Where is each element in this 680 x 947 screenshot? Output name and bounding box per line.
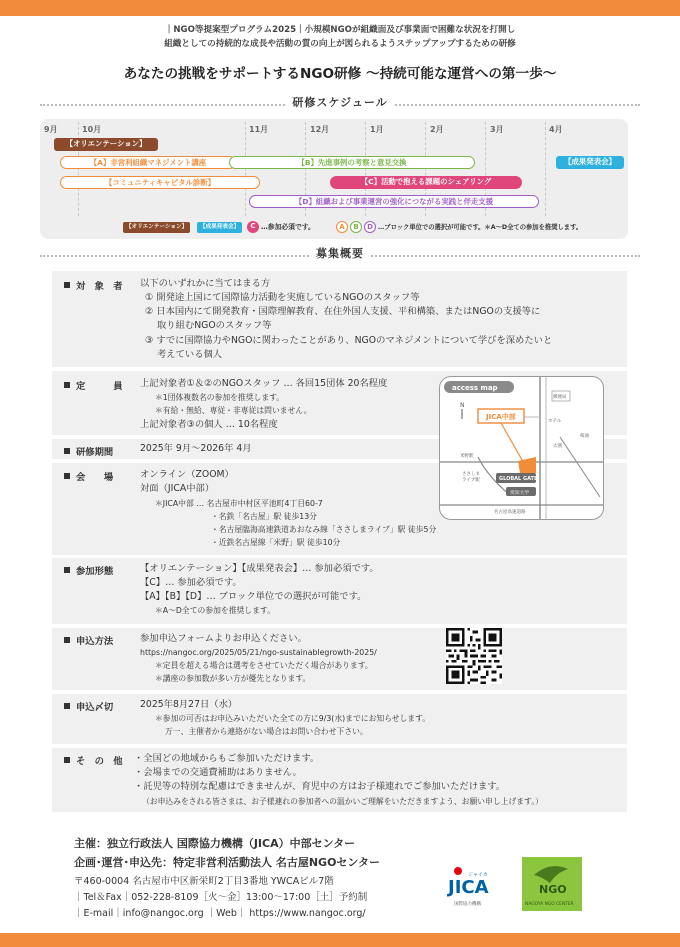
label-capacity: 定 員: [64, 378, 123, 392]
ngo-logo-text: NGO: [539, 883, 567, 896]
jica-logo: [440, 855, 498, 913]
footer-address: 〒460-0004 名古屋市中区新栄町2丁目3番地 YWCAビル7階: [74, 876, 334, 887]
bar-c: 【C】活動で抱える課題のシェアリング: [330, 176, 522, 189]
apply-note-2: ＊講座の参加数が多い方が優先となります。: [155, 674, 311, 683]
venue-access-2: ・名古屋臨海高速鉄道あおなみ線「ささしまライブ」駅 徒歩5分: [211, 525, 437, 534]
venue-access-3: ・近鉄名古屋線「米野」駅 徒歩10分: [211, 538, 341, 547]
target-item-2a: ② 日本国内にて開発教育・国際理解教育、在住外国人支援、平和構築、またはNGOの支援等に: [145, 306, 541, 317]
target-item-1: ① 開発途上国にて国際協力活動を実施しているNGOのスタッフ等: [145, 292, 420, 303]
label-deadline: 申込〆切: [64, 699, 113, 713]
schedule-heading: 研修スケジュール: [40, 97, 640, 111]
capacity-line-2: 上記対象者③の個人 … 10名程度: [140, 419, 278, 430]
legend-c: C: [247, 221, 259, 233]
venue-address: ＊JICA中部 … 名古屋市中村区平池町4丁目60-7: [155, 499, 323, 508]
deadline-note-1: ＊参加の可否はお申込みいただいた全ての方に9/3(水)までにお知らせします。: [155, 714, 431, 723]
footer-email[interactable]: ｜E-mail｜info@nangoc.org ｜Web｜ https://www.nangoc.org/: [74, 908, 366, 919]
bar-b: 【B】先進事例の考察と意見交換: [229, 156, 475, 169]
map-post-office: 郵便局: [553, 395, 567, 400]
other-line-1: ・全国どの地域からもご参加いただけます。: [134, 753, 320, 764]
outline-heading: 募集概要: [40, 248, 640, 262]
map-jica-building: [518, 457, 536, 473]
map-sakura: 桜通: [580, 434, 589, 439]
map-globalgate: GLOBAL GATE: [499, 476, 538, 482]
apply-line-1: 参加申込フォームよりお申込ください。: [140, 633, 307, 644]
format-line-3: 【A】【B】【D】… ブロック単位での選択が可能です。: [140, 591, 367, 602]
period-value: 2025年 9月～2026年 4月: [140, 443, 252, 454]
label-period: 研修期間: [64, 444, 113, 458]
access-map-svg: [440, 377, 604, 520]
panel-target: [52, 271, 627, 367]
map-univ: 愛知大学: [510, 491, 530, 496]
venue-onsite: 対面（JICA中部）: [140, 483, 215, 494]
month-apr: 4月: [549, 125, 563, 134]
month-oct: 10月: [82, 125, 102, 134]
compass-n: N: [460, 402, 465, 409]
access-map: [439, 376, 604, 520]
format-line-1: 【オリエンテーション】【成果発表会】… 参加必須です。: [140, 563, 379, 574]
page-title: あなたの挑戦をサポートするNGO研修 ～持続可能な運営への第一歩～: [123, 66, 557, 82]
header-line-2: 組織としての持続的な成長や活動の質の向上が図られるようステップアップするための研修: [164, 39, 516, 49]
bar-orientation: 【オリエンテーション】: [54, 138, 158, 151]
map-hotel: ホテル: [548, 419, 562, 424]
map-expressway: 名古屋高速道路: [494, 510, 526, 515]
footer-org: 企画･運営･申込先：特定非営利活動法人 名古屋NGOセンター: [74, 856, 380, 869]
label-apply: 申込方法: [64, 633, 113, 647]
month-dec: 12月: [310, 125, 330, 134]
format-note: ＊A～D全ての参加を推奨します。: [155, 606, 275, 615]
map-sasashima: ささしま: [462, 472, 480, 477]
bar-d: 【D】組織および事業運営の強化につながる実践と伴走支援: [249, 195, 539, 208]
month-sep: 9月: [44, 125, 58, 134]
map-yoneno: 米野駅: [460, 454, 474, 459]
capacity-note-1: ＊1団体複数名の参加を推奨します。: [155, 393, 285, 402]
legend-block: …ブロック単位での選択が可能です。＊A～D全ての参加を推奨します。: [378, 224, 583, 231]
jica-logo-text: JICA: [448, 877, 489, 898]
bar-report: 【成果発表会】: [556, 156, 624, 169]
jica-logo-sub: 国際協力機構: [454, 902, 481, 907]
top-color-bar: [0, 0, 680, 16]
deadline-note-2: 万一、主催者から連絡がない場合はお問い合わせ下さい。: [165, 727, 368, 736]
legend-d: D: [364, 221, 376, 233]
jica-logo-svg: [440, 855, 498, 913]
label-other: そ の 他: [64, 753, 123, 767]
qr-code[interactable]: [446, 628, 502, 684]
legend-required: …参加必須です。: [261, 223, 315, 231]
qr-code-svg: [446, 628, 502, 684]
legend-a: A: [336, 221, 348, 233]
capacity-line-1: 上記対象者①＆②のNGOスタッフ … 各回15団体 20名程度: [140, 378, 388, 389]
target-item-2b: 取り組むNGOのスタッフ等: [157, 320, 272, 331]
legend-orientation: 【オリエンテーション】: [123, 222, 190, 233]
ngo-logo-sub: NAGOYA NGO CENTER: [525, 902, 574, 907]
bottom-color-bar: [0, 933, 680, 947]
other-line-4: （お申込みをされる皆さまは、お子様連れの参加者への温かいご理解をいただきますよう、お願い申し上げます。）: [142, 797, 543, 806]
footer-tel: ｜Tel＆Fax｜052-228-8109［火～金］13:00～17:00［土］予約制: [74, 892, 368, 903]
target-item-3b: 考えている個人: [157, 349, 223, 360]
map-rail: [560, 437, 600, 497]
apply-url[interactable]: https://nangoc.org/2025/05/21/ngo-sustainablegrowth-2025/: [140, 648, 377, 657]
header-line-1: ｜NGO等提案型プログラム2025｜小規模NGOが組織面及び事業面で困難な状況を打開し: [164, 25, 516, 35]
legend-b: B: [350, 221, 362, 233]
apply-note-1: ＊定員を超える場合は選考をさせていただく場合があります。: [155, 661, 373, 670]
month-divider: [78, 122, 79, 216]
target-intro: 以下のいずれかに当てはまる方: [140, 278, 271, 289]
legend-report: 【成果発表会】: [197, 222, 242, 233]
footer-host: 主催：独立行政法人 国際協力機構（JICA）中部センター: [74, 837, 356, 850]
month-mar: 3月: [490, 125, 504, 134]
target-item-3a: ③ すでに国際協力やNGOに関わったことがあり、NGOのマネジメントについて学びを深めたいと: [145, 335, 553, 346]
month-jan: 1月: [370, 125, 384, 134]
deadline-value: 2025年8月27日（水）: [140, 699, 238, 710]
map-taiko: 太閤: [553, 444, 562, 449]
capacity-note-2: ＊有給・無給、専従・非専従は問いません。: [155, 406, 312, 415]
map-sasashima-2: ライブ駅: [462, 478, 480, 483]
jica-dot: [454, 867, 462, 875]
other-line-2: ・会場までの交通費補助はありません。: [134, 767, 302, 778]
venue-access-1: ・名鉄「名古屋」駅 徒歩13分: [211, 512, 317, 521]
month-feb: 2月: [430, 125, 444, 134]
label-format: 参加形態: [64, 563, 113, 577]
ngo-logo-svg: [520, 855, 584, 913]
month-divider: [245, 122, 246, 216]
ngo-center-logo: [520, 855, 584, 913]
month-nov: 11月: [249, 125, 269, 134]
label-target: 対 象 者: [64, 278, 123, 292]
bar-community: 【コミュニティキャピタル診断】: [60, 176, 260, 189]
venue-online: オンライン（ZOOM）: [140, 469, 234, 480]
format-line-2: 【C】… 参加必須です。: [140, 577, 242, 588]
label-venue: 会 場: [64, 469, 113, 483]
jica-logo-kana: ジャイカ: [468, 872, 488, 878]
bar-a: 【A】非営利組織マネジメント講座: [60, 156, 236, 169]
other-line-3: ・託児等の特別な配慮はできませんが、育児中の方はお子様連れでご参加いただけます。: [134, 781, 506, 792]
month-divider: [545, 122, 546, 216]
map-title: access map: [452, 384, 498, 392]
map-jica-label: JICA中部: [486, 413, 516, 421]
